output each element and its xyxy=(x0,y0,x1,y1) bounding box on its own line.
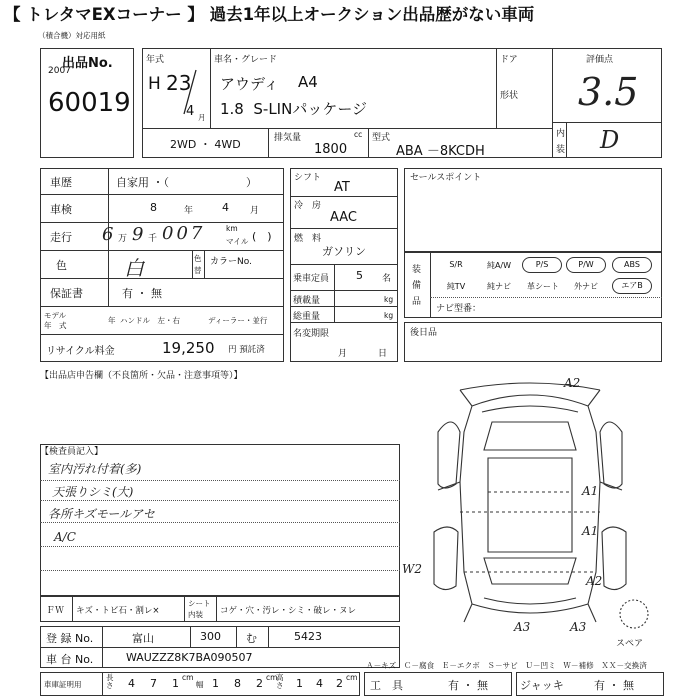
mileage-prefix: 6 xyxy=(102,224,114,245)
mileage-sen: 千 xyxy=(148,234,158,244)
color-label: 色 xyxy=(56,259,67,272)
handle-label: ハンドル 左・右 xyxy=(120,316,180,325)
width-2: 8 xyxy=(234,677,241,690)
model: A4 xyxy=(298,73,318,91)
fuel-label: 燃 料 xyxy=(294,234,322,244)
interior-grade: D xyxy=(600,126,620,154)
model-year-label-2: 年 式 xyxy=(44,321,67,330)
fw-text: キズ・トビ石・割レ× xyxy=(76,606,160,616)
inspector-note-1: 室内汚れ付着(多) xyxy=(48,462,142,476)
jack-label: ジャッキ xyxy=(520,679,564,692)
seat-label-2: 内装 xyxy=(188,610,203,619)
equip-alloy-wheel: 純A/W xyxy=(486,261,512,270)
damage-mark-1: A2 xyxy=(564,376,581,390)
later-label: 後日品 xyxy=(410,328,438,338)
height-2: 4 xyxy=(316,677,323,690)
warranty-value: 有 ・ 無 xyxy=(122,287,162,300)
equip-airbag: エアB xyxy=(612,278,652,294)
name-change-label: 名変期限 xyxy=(293,329,330,339)
inspection-label: 車検 xyxy=(50,203,72,216)
mileage-mid: 9 xyxy=(132,224,144,245)
reg-kana: む xyxy=(246,632,257,645)
listing-stamp: 2007 xyxy=(48,66,71,76)
reg-area: 富山 xyxy=(132,632,154,645)
jack-value: 有 ・ 無 xyxy=(594,679,634,692)
chassis-value: WAUZZZ8K7BA090507 xyxy=(126,651,253,664)
fw-label: ＦＷ xyxy=(46,606,65,616)
displacement-label: 排気量 xyxy=(274,133,302,143)
car-diagram xyxy=(400,372,660,642)
displacement: 1800 xyxy=(314,142,348,157)
capacity-value: 5 xyxy=(356,269,363,282)
tools-value: 有 ・ 無 xyxy=(448,679,488,692)
damage-mark-5: A2 xyxy=(586,574,603,588)
type-label: 型式 xyxy=(372,133,391,143)
width-cm: cm xyxy=(266,673,278,682)
equipment-label-2: 備 xyxy=(412,281,422,291)
damage-mark-4: W2 xyxy=(402,562,422,576)
score: 3.5 xyxy=(578,70,639,114)
gross-unit: kg xyxy=(384,311,394,320)
equip-power-window: P/W xyxy=(566,257,606,273)
equip-oem-navi: 純ナビ xyxy=(487,282,511,291)
warranty-label: 保証書 xyxy=(50,287,83,300)
listing-label: 出品No. xyxy=(62,56,113,71)
top-note: （積合機）対応用紙 xyxy=(38,31,106,40)
spare-label: スペア xyxy=(616,639,644,649)
fuel-value: ガソリン xyxy=(322,245,366,258)
recycle-unit: 円 預託済 xyxy=(228,345,265,355)
length-1: 4 xyxy=(128,677,135,690)
navi-label: ナビ型番： xyxy=(436,304,482,314)
width-label: 幅 xyxy=(196,680,204,689)
history-label: 車歴 xyxy=(50,176,72,189)
grade-box-label: 評価点 xyxy=(586,55,614,65)
seller-notes-label: 【出品店申告欄（不良箇所・欠品・注意事項等）】 xyxy=(40,371,243,381)
shift-label: シフト xyxy=(294,173,322,183)
reg-class: 300 xyxy=(200,630,221,643)
seat-text: コゲ・穴・汚レ・シミ・破レ・ヌレ xyxy=(220,606,357,616)
length-2: 7 xyxy=(150,677,157,690)
length-3: 1 xyxy=(172,677,179,690)
mileage-label: 走行 xyxy=(50,231,72,244)
equip-tv: 純TV xyxy=(446,282,466,291)
interior-label-1: 内 xyxy=(556,129,566,139)
load-label: 積載量 xyxy=(293,296,321,306)
seat-label-1: シート xyxy=(188,599,211,608)
damage-mark-2: A1 xyxy=(582,484,599,498)
equipment-label-3: 品 xyxy=(412,297,422,307)
repaint-label-2: 替 xyxy=(194,266,202,275)
height-3: 2 xyxy=(336,677,343,690)
mileage-tail: 007 xyxy=(162,223,206,244)
history-value: 自家用 ・（ ） xyxy=(116,176,257,189)
gross-label: 総重量 xyxy=(293,312,321,322)
mileage-mile: マイル xyxy=(226,237,249,246)
drive: 2WD ・ 4WD xyxy=(170,138,241,151)
inspector-note-4: A/C xyxy=(54,530,76,544)
color-value: 白 xyxy=(124,256,144,280)
recycle-label: リサイクル料金 xyxy=(46,346,115,357)
damage-mark-3: A1 xyxy=(582,524,599,538)
damage-mark-7: A3 xyxy=(570,620,587,634)
listing-number: 60019 xyxy=(48,88,131,118)
equip-s-r: S/R xyxy=(449,260,463,269)
reg-number: 5423 xyxy=(294,630,322,643)
era: H xyxy=(148,74,161,94)
name-label: 車名・グレード xyxy=(214,55,278,65)
later-box xyxy=(404,322,662,362)
equip-aftermarket-navi: 外ナビ xyxy=(574,282,598,291)
equipment-label-1: 装 xyxy=(412,265,422,275)
reg-label: 登 録 No. xyxy=(46,632,94,645)
model-year-label-1: モデル xyxy=(44,311,67,320)
sales-point-label: セールスポイント xyxy=(410,173,482,183)
shape-label: 形状 xyxy=(500,91,519,101)
chassis-label: 車 台 No. xyxy=(46,653,94,666)
door-label: ドア xyxy=(500,55,518,65)
month-suffix: 月 xyxy=(198,113,206,122)
damage-legend: Ａ－キズ Ｃ－腐食 Ｅ－エクボ Ｓ－サビ Ｕ－凹ミ Ｗ－補修 ＸＸ－交換済 xyxy=(366,661,647,670)
aircon-label: 冷 房 xyxy=(294,201,322,211)
shift-value: AT xyxy=(334,180,350,195)
interior-label-2: 装 xyxy=(556,145,566,155)
mileage-man: 万 xyxy=(118,234,128,244)
name-change-day: 日 xyxy=(378,349,388,359)
year-label: 年式 xyxy=(146,55,165,65)
height-cm: cm xyxy=(346,673,358,682)
inspection-year: 8 xyxy=(150,201,157,214)
width-1: 1 xyxy=(212,677,219,690)
cert-label: 車庫証明用 xyxy=(44,680,82,689)
inspection-month: 4 xyxy=(222,201,229,214)
name-change-month: 月 xyxy=(338,349,348,359)
repaint-label-1: 色 xyxy=(194,254,202,263)
dealer-label: ディーラー・並行 xyxy=(208,316,268,325)
inspection-year-unit: 年 xyxy=(184,206,194,216)
length-label: 長さ xyxy=(106,673,114,690)
capacity-unit: 名 xyxy=(382,274,392,284)
color-no-label: カラーNo. xyxy=(210,257,252,267)
load-unit: kg xyxy=(384,295,394,304)
damage-mark-6: A3 xyxy=(514,620,531,634)
inspector-label: 【検査員記入】 xyxy=(40,447,104,457)
height-1: 1 xyxy=(296,677,303,690)
width-3: 2 xyxy=(256,677,263,690)
mileage-km: km xyxy=(226,224,238,233)
mileage-paren: ( ) xyxy=(252,230,272,243)
height-label: 高さ xyxy=(276,673,284,690)
spare-tire-icon xyxy=(620,600,648,628)
aircon-value: AAC xyxy=(330,210,357,225)
grade: 1.8 S-LINパッケージ xyxy=(220,100,368,118)
model-year-unit: 年 xyxy=(108,316,116,325)
equip-leather: 革シート xyxy=(527,282,559,291)
cc-unit: cc xyxy=(354,130,363,139)
equip-abs: ABS xyxy=(612,257,652,273)
capacity-label: 乗車定員 xyxy=(293,274,330,284)
model-code: ABA －8KCDH xyxy=(396,144,485,159)
inspector-note-3: 各所キズモールアセ xyxy=(48,507,155,521)
banner: 【 トレタマEXコーナー 】 過去1年以上オークション出品歴がない車両 xyxy=(4,5,535,24)
inspector-note-2: 天張りシミ(大) xyxy=(52,485,134,499)
length-cm: cm xyxy=(182,673,194,682)
inspection-month-unit: 月 xyxy=(250,206,260,216)
equip-power-steering: P/S xyxy=(522,257,562,273)
recycle-value: 19,250 xyxy=(162,339,215,357)
year: 23 xyxy=(166,71,192,95)
month: 4 xyxy=(186,104,195,119)
maker: アウディ xyxy=(220,75,279,93)
tools-label: 工 具 xyxy=(370,679,403,692)
